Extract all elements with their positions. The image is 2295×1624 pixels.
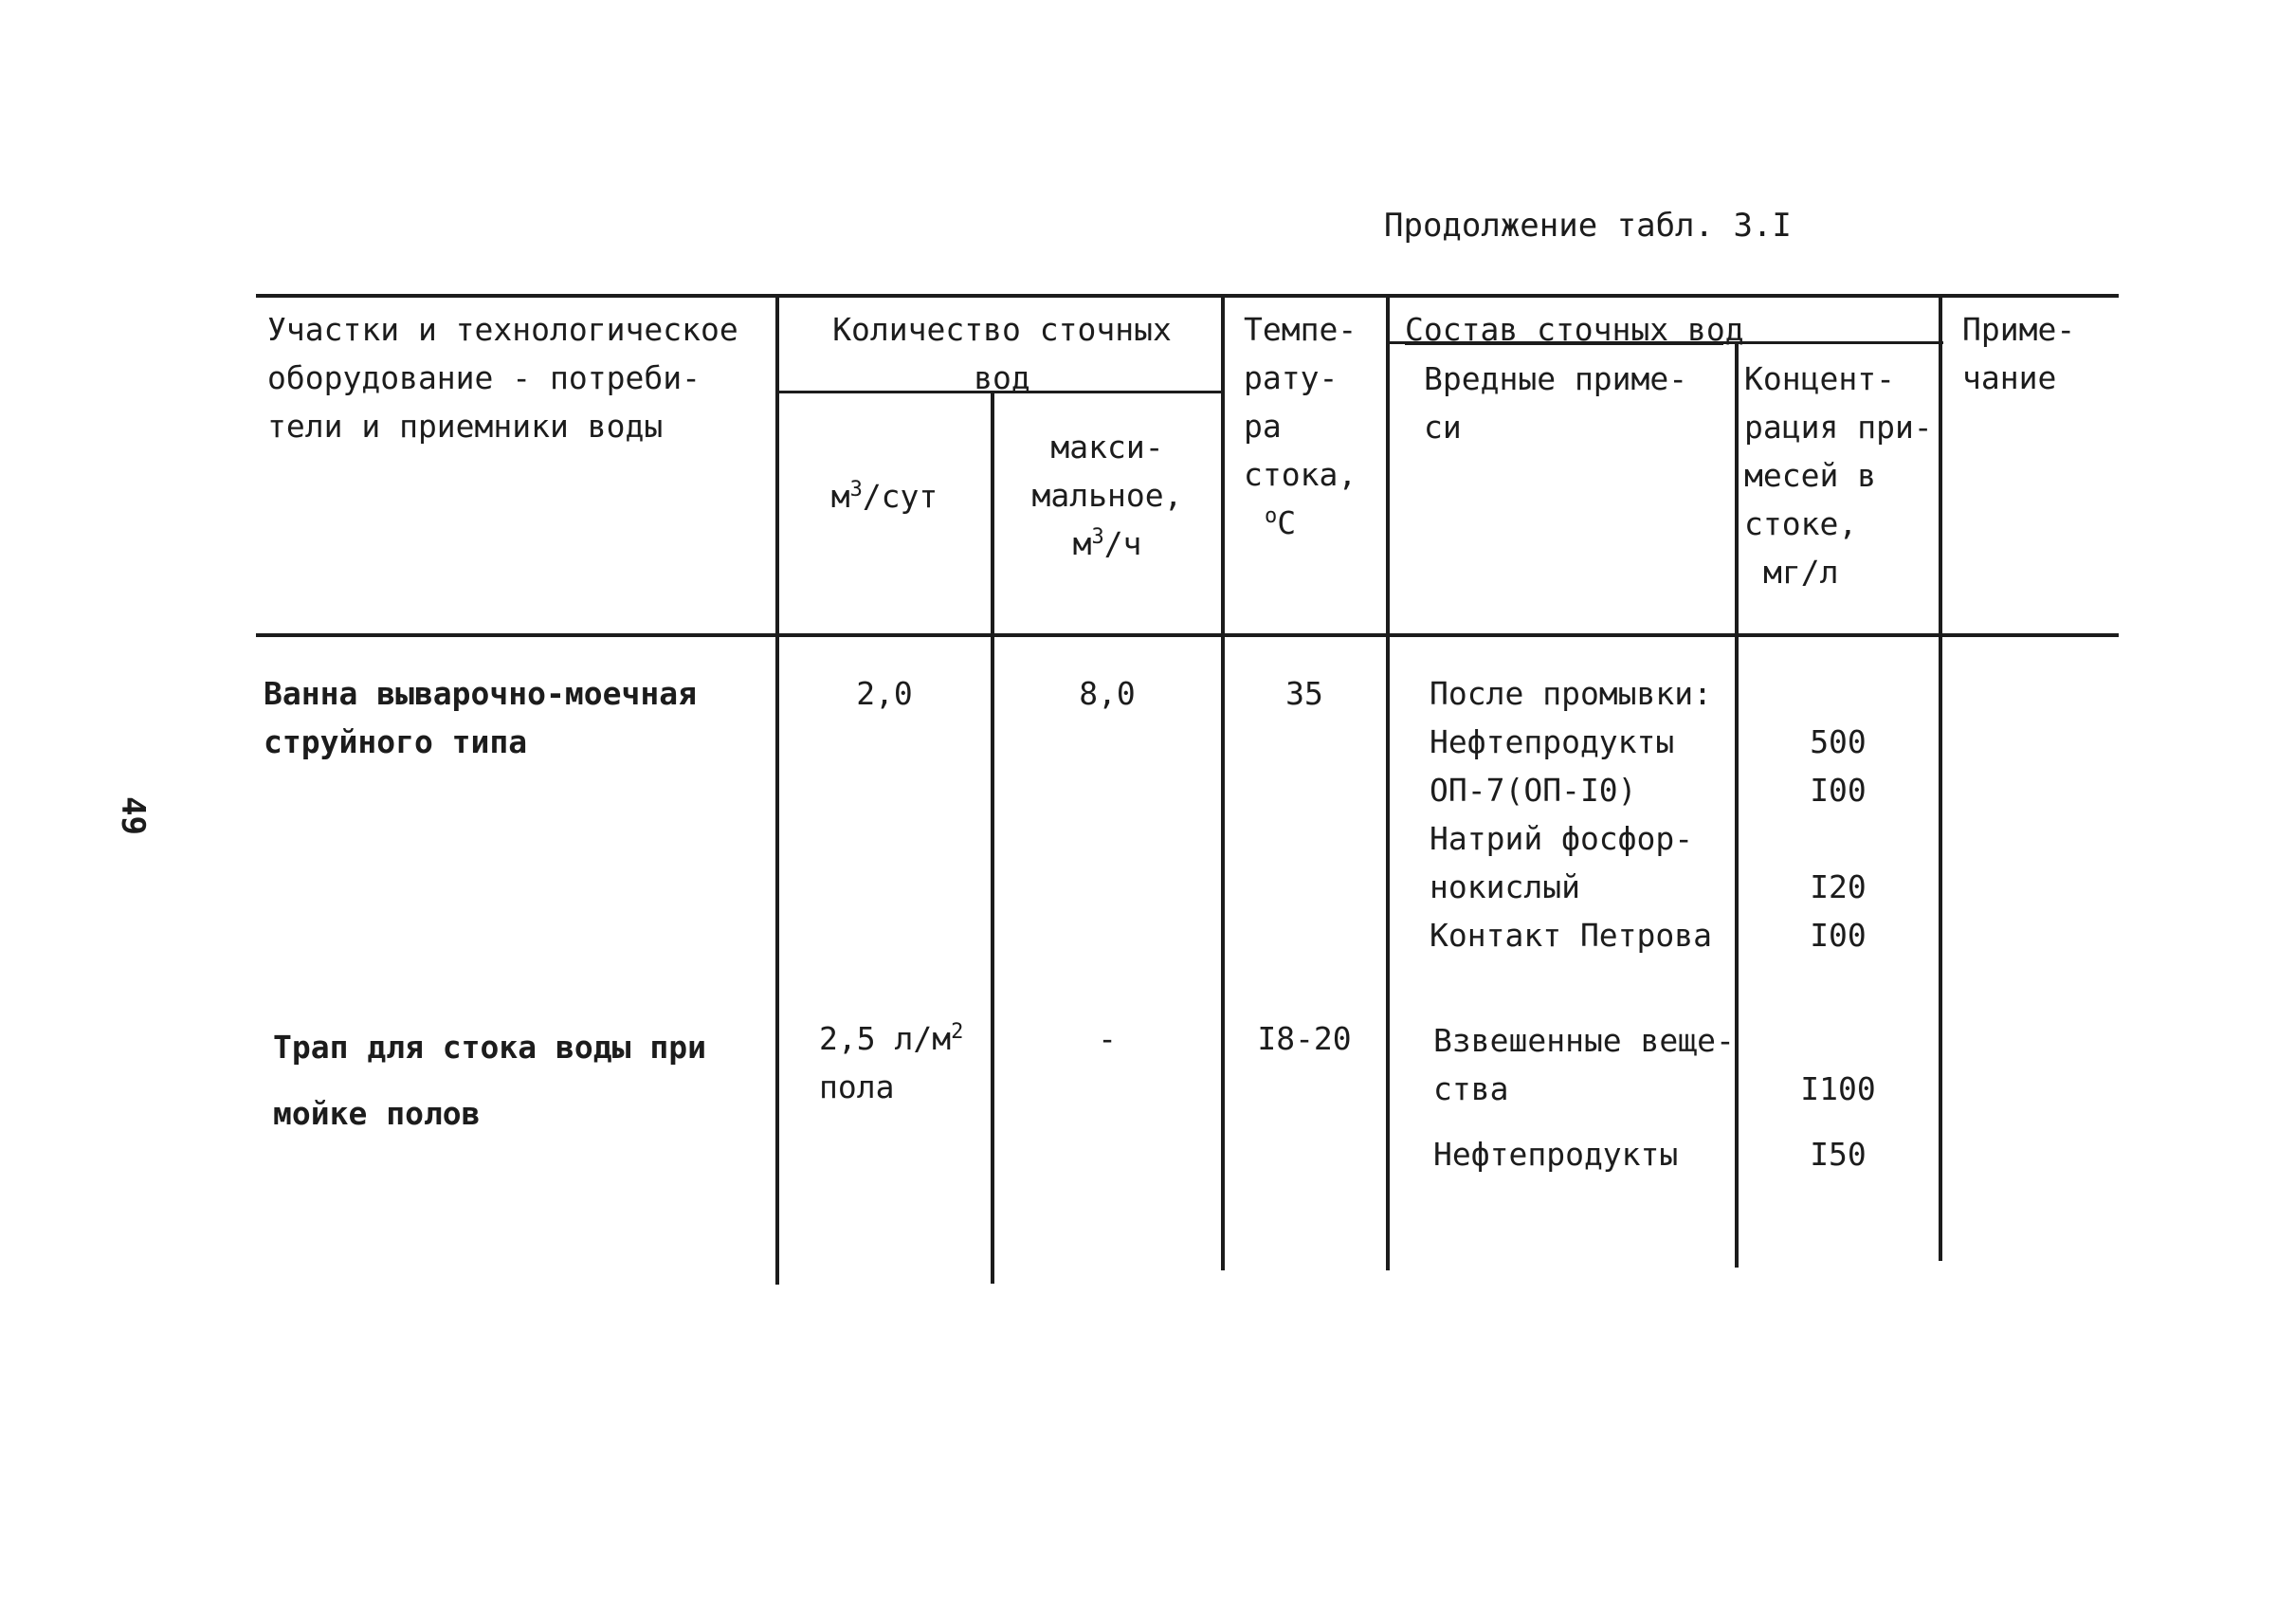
page-number: 49 xyxy=(114,796,152,835)
row-1-concentration-3: I20 xyxy=(1810,868,1867,905)
col-divider-4 xyxy=(1386,294,1390,1270)
row-1-temperature: 35 xyxy=(1285,675,1323,712)
header-impurities: Вредные приме- си xyxy=(1424,360,1688,446)
row-2-concentration-2: I50 xyxy=(1810,1136,1867,1173)
header-temperature: Темпе- рату- ра стока, $^о$С xyxy=(1244,311,1357,541)
col-divider-6 xyxy=(1939,294,1942,1261)
row-1-impurities: После промывки: Нефтепродукты ОП-7(ОП-I0) Натрий фосфор- нокислый Контакт Петрова xyxy=(1430,675,1713,954)
row-2-qty-day: 2,5 $л/м^2$ пола xyxy=(819,1020,964,1105)
header-concentration: Концент- рация при- месей в стоке, мг/л xyxy=(1744,360,1933,591)
col-divider-3 xyxy=(1221,294,1225,1270)
header-note: Приме- чание xyxy=(1962,311,2076,396)
table-top-rule xyxy=(256,294,2119,298)
row-2-name: Трап для стока воды при мойке полов xyxy=(273,1029,706,1132)
header-sections: Участки и технологическое оборудование - потреби- тели и приемники воды xyxy=(267,311,738,445)
row-1-qty-max: 8,0 xyxy=(1079,675,1136,712)
row-2-concentration-1: I100 xyxy=(1800,1070,1876,1107)
col-divider-2 xyxy=(991,392,994,1284)
header-quantity-max: макси- мальное, $м^3/ч$ xyxy=(1031,429,1183,562)
header-composition-group: Состав сточных вод xyxy=(1405,311,1744,348)
row-2-qty-max: - xyxy=(1098,1020,1117,1057)
row-1-qty-day: 2,0 xyxy=(856,675,913,712)
row-2-temperature: I8-20 xyxy=(1257,1020,1352,1057)
row-1-concentration-4: I00 xyxy=(1810,917,1867,954)
row-1-name: Ванна вываpочно-моечная струйного типа xyxy=(264,675,697,760)
header-quantity-group: Количество сточных вод xyxy=(832,311,1172,396)
row-1-concentration-2: I00 xyxy=(1810,772,1867,809)
col-divider-1 xyxy=(775,294,779,1285)
header-quantity-per-day: $м^3$/сут xyxy=(830,478,938,515)
header-bottom-rule xyxy=(256,633,2119,637)
row-2-impurities: Взвешенные веще- ства Нефтепродукты xyxy=(1433,1022,1735,1173)
row-1-concentration-1: 500 xyxy=(1810,723,1867,760)
table-caption: Продолжение табл. 3.I xyxy=(1384,207,1792,245)
